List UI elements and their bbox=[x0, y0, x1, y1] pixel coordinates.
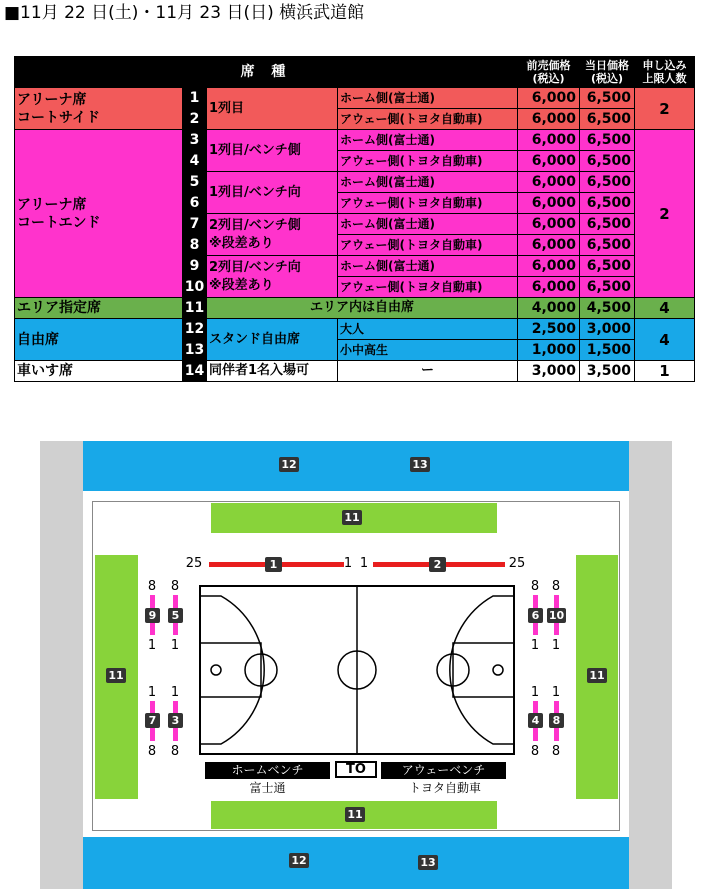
tag-11-bottom: 11 bbox=[345, 807, 365, 822]
seat-no: 13 bbox=[183, 340, 207, 361]
tag-1: 1 bbox=[265, 557, 282, 572]
seat-number-8: 8 bbox=[551, 744, 561, 759]
seat-number-1: 1 bbox=[551, 685, 561, 700]
table-row bbox=[15, 88, 695, 109]
advance-price: 6,000 bbox=[518, 193, 580, 214]
seat-desc: 2列目/ベンチ側 ※段差あり bbox=[207, 214, 338, 256]
seat-desc: スタンド自由席 bbox=[207, 319, 338, 361]
seat-no: 6 bbox=[183, 193, 207, 214]
seat-number-8: 8 bbox=[170, 744, 180, 759]
advance-price: 6,000 bbox=[518, 214, 580, 235]
door-price: 6,500 bbox=[580, 88, 635, 109]
tag-11-right: 11 bbox=[587, 668, 607, 683]
table-row bbox=[15, 298, 695, 319]
seat-desc: 1列目/ベンチ向 bbox=[207, 172, 338, 214]
seat-side: アウェー側(トヨタ自動車) bbox=[338, 277, 518, 298]
advance-price: 4,000 bbox=[518, 298, 580, 319]
group-wheelchair: 車いす席 bbox=[15, 361, 183, 382]
tag-10: 10 bbox=[548, 609, 565, 622]
table-officials: TO bbox=[335, 761, 377, 778]
limit: 2 bbox=[635, 88, 695, 130]
seat-number-1: 1 bbox=[170, 685, 180, 700]
away-team: トヨタ自動車 bbox=[408, 781, 481, 795]
seat-side: ー bbox=[338, 361, 518, 382]
seating-map bbox=[40, 441, 672, 889]
seat-number-8: 8 bbox=[147, 579, 157, 594]
seat-no: 2 bbox=[183, 109, 207, 130]
seat-no: 14 bbox=[183, 361, 207, 382]
table-row bbox=[15, 319, 695, 340]
seat-number-1: 1 bbox=[343, 556, 353, 571]
limit: 2 bbox=[635, 130, 695, 298]
tag-12-top: 12 bbox=[279, 457, 299, 472]
table-row bbox=[15, 130, 695, 151]
seat-number-8: 8 bbox=[147, 744, 157, 759]
tag-11-left: 11 bbox=[106, 668, 126, 683]
page-title: ■11月 22 日(土)・11月 23 日(日) 横浜武道館 bbox=[4, 3, 365, 23]
door-price: 6,500 bbox=[580, 151, 635, 172]
seat-side: ホーム側(富士通) bbox=[338, 172, 518, 193]
seat-side: アウェー側(トヨタ自動車) bbox=[338, 109, 518, 130]
advance-price: 3,000 bbox=[518, 361, 580, 382]
door-price: 6,500 bbox=[580, 235, 635, 256]
home-bench: ホームベンチ bbox=[205, 762, 330, 779]
header-seat-type: 席 種 bbox=[15, 57, 518, 88]
door-price: 6,500 bbox=[580, 193, 635, 214]
door-price: 3,500 bbox=[580, 361, 635, 382]
seat-number-1: 1 bbox=[530, 685, 540, 700]
seat-number-1: 1 bbox=[147, 638, 157, 653]
door-price: 1,500 bbox=[580, 340, 635, 361]
seat-number-25-left: 25 bbox=[185, 556, 203, 571]
tag-3: 3 bbox=[168, 713, 183, 728]
seat-number-1: 1 bbox=[359, 556, 369, 571]
seat-no: 4 bbox=[183, 151, 207, 172]
seat-number-1: 1 bbox=[170, 638, 180, 653]
group-arena-side: アリーナ席 コートサイド bbox=[15, 88, 183, 130]
seat-number-1: 1 bbox=[147, 685, 157, 700]
advance-price: 6,000 bbox=[518, 277, 580, 298]
seat-number-8: 8 bbox=[530, 579, 540, 594]
door-price: 6,500 bbox=[580, 256, 635, 277]
seat-no: 12 bbox=[183, 319, 207, 340]
door-price: 3,000 bbox=[580, 319, 635, 340]
seat-number-8: 8 bbox=[530, 744, 540, 759]
seat-no: 10 bbox=[183, 277, 207, 298]
door-price: 6,500 bbox=[580, 172, 635, 193]
group-free: 自由席 bbox=[15, 319, 183, 361]
advance-price: 6,000 bbox=[518, 172, 580, 193]
door-price: 6,500 bbox=[580, 109, 635, 130]
tag-2: 2 bbox=[429, 557, 446, 572]
seat-number-1: 1 bbox=[551, 638, 561, 653]
stand-top bbox=[83, 441, 629, 491]
advance-price: 1,000 bbox=[518, 340, 580, 361]
seat-desc: 同伴者1名入場可 bbox=[207, 361, 338, 382]
limit: 1 bbox=[635, 361, 695, 382]
seat-no: 8 bbox=[183, 235, 207, 256]
table-row bbox=[15, 361, 695, 382]
door-price: 6,500 bbox=[580, 277, 635, 298]
door-price: 4,500 bbox=[580, 298, 635, 319]
seat-side: ホーム側(富士通) bbox=[338, 214, 518, 235]
seat-no: 1 bbox=[183, 88, 207, 109]
tag-12-bottom: 12 bbox=[289, 853, 309, 868]
advance-price: 2,500 bbox=[518, 319, 580, 340]
tag-13-top: 13 bbox=[410, 457, 430, 472]
seat-number-25-right: 25 bbox=[508, 556, 526, 571]
basketball-court bbox=[199, 585, 515, 755]
limit: 4 bbox=[635, 319, 695, 361]
seat-desc: 1列目 bbox=[207, 88, 338, 130]
seat-number-1: 1 bbox=[530, 638, 540, 653]
seat-no: 7 bbox=[183, 214, 207, 235]
advance-price: 6,000 bbox=[518, 256, 580, 277]
home-team: 富士通 bbox=[249, 781, 286, 795]
tag-8: 8 bbox=[549, 713, 564, 728]
seat-no: 9 bbox=[183, 256, 207, 277]
seat-no: 11 bbox=[183, 298, 207, 319]
tag-9: 9 bbox=[145, 608, 160, 623]
tag-11-top: 11 bbox=[342, 510, 362, 525]
seat-side: ホーム側(富士通) bbox=[338, 88, 518, 109]
seat-desc: 2列目/ベンチ向 ※段差あり bbox=[207, 256, 338, 298]
tag-13-bottom: 13 bbox=[418, 855, 438, 870]
group-area: エリア指定席 bbox=[15, 298, 183, 319]
seat-side: ホーム側(富士通) bbox=[338, 256, 518, 277]
tag-4: 4 bbox=[528, 713, 543, 728]
tag-5: 5 bbox=[168, 608, 183, 623]
door-price: 6,500 bbox=[580, 214, 635, 235]
advance-price: 6,000 bbox=[518, 235, 580, 256]
seat-number-8: 8 bbox=[551, 579, 561, 594]
header-advance: 前売価格 (税込) bbox=[518, 57, 580, 88]
advance-price: 6,000 bbox=[518, 88, 580, 109]
seat-desc: 1列目/ベンチ側 bbox=[207, 130, 338, 172]
seat-side: アウェー側(トヨタ自動車) bbox=[338, 151, 518, 172]
seat-side: アウェー側(トヨタ自動車) bbox=[338, 193, 518, 214]
door-price: 6,500 bbox=[580, 130, 635, 151]
seat-side: アウェー側(トヨタ自動車) bbox=[338, 235, 518, 256]
seat-side: 小中高生 bbox=[338, 340, 518, 361]
advance-price: 6,000 bbox=[518, 130, 580, 151]
tag-6: 6 bbox=[528, 608, 543, 623]
header-door: 当日価格 (税込) bbox=[580, 57, 635, 88]
away-bench: アウェーベンチ bbox=[381, 762, 506, 779]
seat-desc: エリア内は自由席 bbox=[207, 298, 518, 319]
seat-side: 大人 bbox=[338, 319, 518, 340]
seat-side: ホーム側(富士通) bbox=[338, 130, 518, 151]
advance-price: 6,000 bbox=[518, 109, 580, 130]
tag-7: 7 bbox=[145, 713, 160, 728]
header-limit: 申し込み 上限人数 bbox=[635, 57, 695, 88]
stand-bottom bbox=[83, 837, 629, 889]
limit: 4 bbox=[635, 298, 695, 319]
seat-number-8: 8 bbox=[170, 579, 180, 594]
group-arena-end: アリーナ席 コートエンド bbox=[15, 130, 183, 298]
advance-price: 6,000 bbox=[518, 151, 580, 172]
seat-no: 5 bbox=[183, 172, 207, 193]
price-table bbox=[14, 56, 694, 382]
seat-no: 3 bbox=[183, 130, 207, 151]
